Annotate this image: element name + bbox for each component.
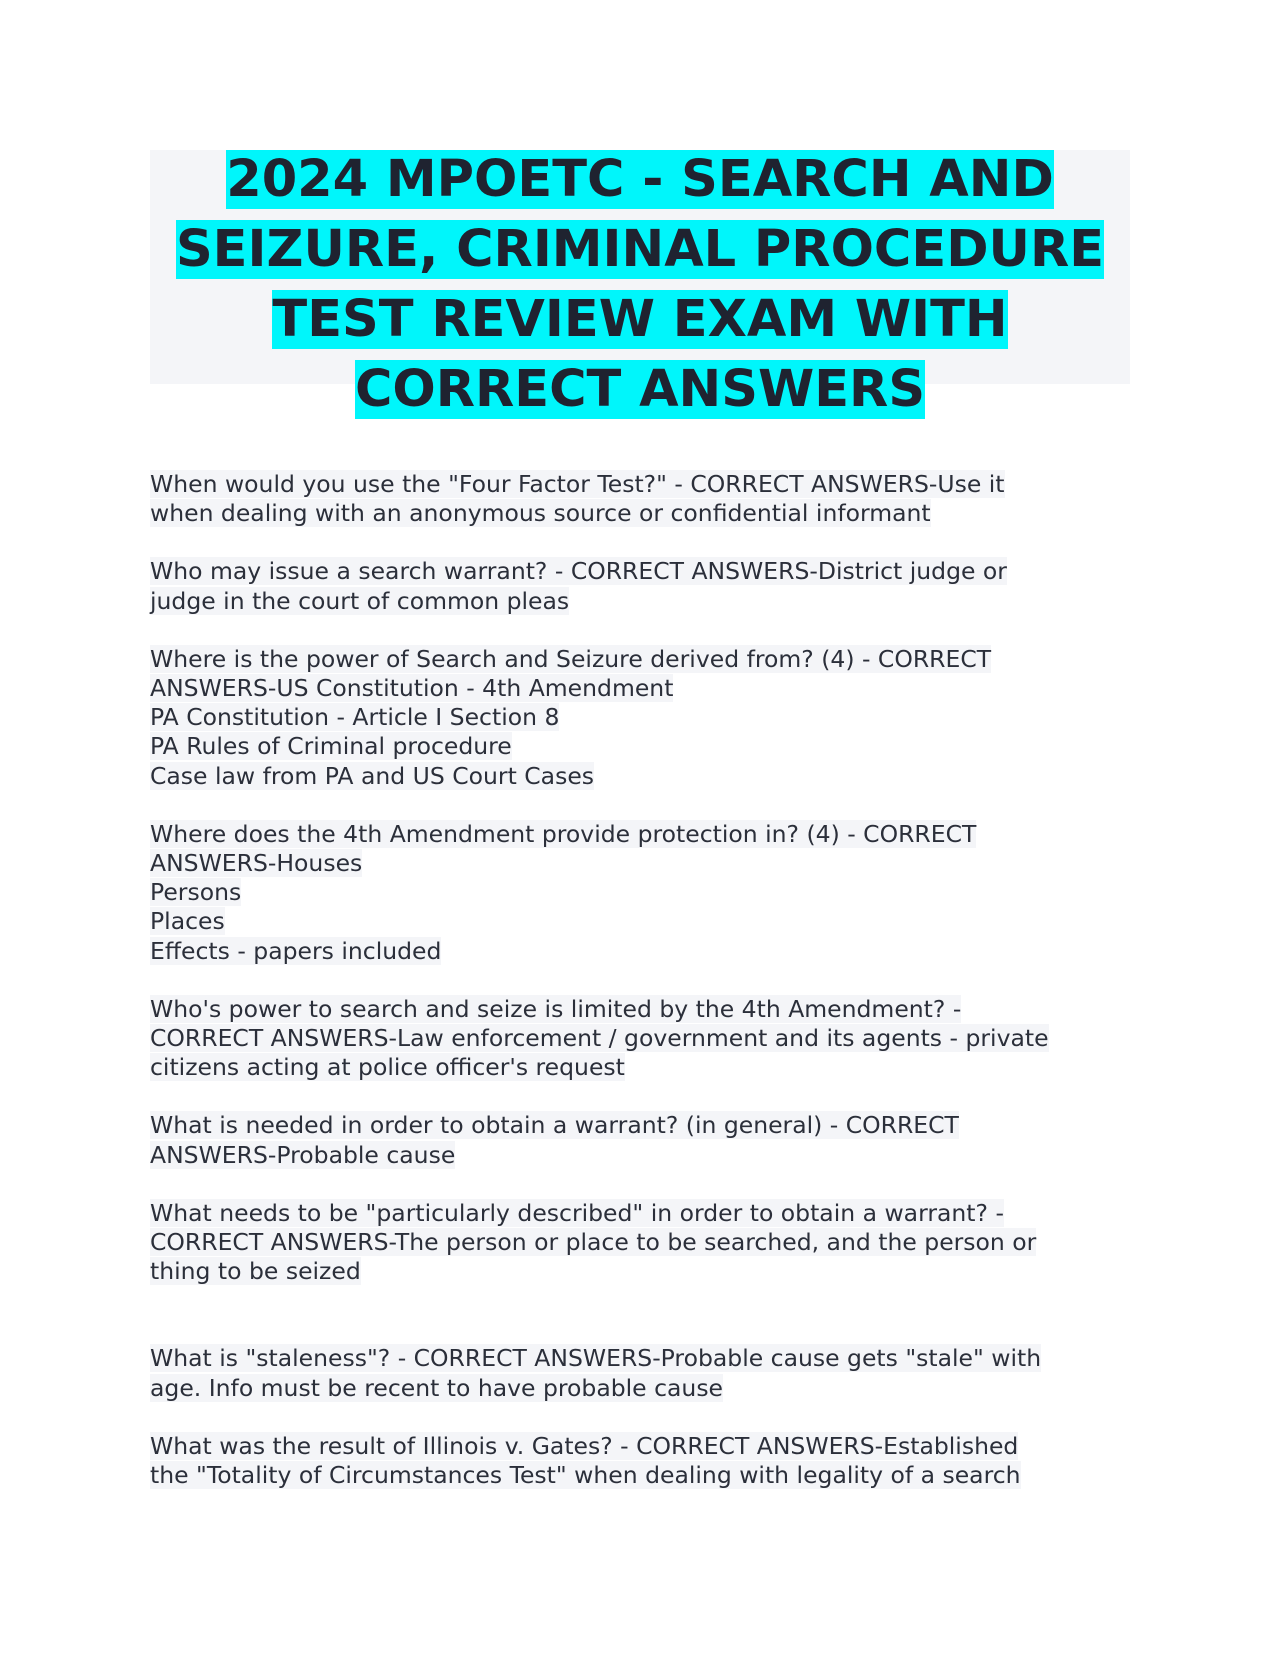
- qa-text-line: What needs to be "particularly described" in order to obtain a warrant? -: [150, 1198, 1004, 1227]
- qa-text-line: Who may issue a search warrant? - CORRECT ANSWERS-District judge or: [150, 557, 1007, 586]
- page-title: [160, 150, 1120, 430]
- qa-item-limited-power: [150, 995, 1130, 1083]
- qa-text-line: When would you use the "Four Factor Test?" - CORRECT ANSWERS-Use it: [150, 470, 1005, 498]
- title-line: TEST REVIEW EXAM WITH: [272, 290, 1008, 349]
- qa-item-power-source: [150, 645, 1130, 791]
- qa-text-line: Places: [150, 907, 225, 936]
- qa-text-line: the "Totality of Circumstances Test" when dealing with legality of a search: [150, 1461, 1021, 1490]
- qa-item-staleness: [150, 1344, 1130, 1402]
- qa-text-line: CORRECT ANSWERS-The person or place to be searched, and the person or: [150, 1228, 1037, 1257]
- qa-text-line: judge in the court of common pleas: [150, 586, 570, 615]
- title-block: [150, 150, 1130, 419]
- qa-list: [150, 470, 1130, 1490]
- qa-text-line: What is needed in order to obtain a warrant? (in general) - CORRECT: [150, 1111, 959, 1140]
- qa-item-warrant-need: [150, 1111, 1130, 1169]
- title-line: 2024 MPOETC - SEARCH AND: [226, 150, 1054, 209]
- qa-text-line: PA Constitution - Article I Section 8: [150, 703, 560, 732]
- qa-text-line: Where is the power of Search and Seizure derived from? (4) - CORRECT: [150, 644, 992, 673]
- qa-text-line: PA Rules of Criminal procedure: [150, 732, 512, 761]
- qa-text-line: What is "staleness"? - CORRECT ANSWERS-Probable cause gets "stale" with: [150, 1344, 1042, 1373]
- qa-text-line: What was the result of Illinois v. Gates? - CORRECT ANSWERS-Established: [150, 1431, 1019, 1460]
- qa-text-line: citizens acting at police officer's request: [150, 1053, 625, 1082]
- qa-text-line: Case law from PA and US Court Cases: [150, 761, 595, 790]
- qa-text-line: CORRECT ANSWERS-Law enforcement / government and its agents - private: [150, 1024, 1049, 1053]
- qa-item-particularly-described: [150, 1199, 1130, 1287]
- title-line: SEIZURE, CRIMINAL PROCEDURE: [175, 220, 1105, 279]
- qa-text-line: age. Info must be recent to have probable cause: [150, 1373, 724, 1402]
- qa-text-line: Who's power to search and seize is limited by the 4th Amendment? -: [150, 994, 962, 1023]
- qa-text-line: ANSWERS-US Constitution - 4th Amendment: [150, 674, 674, 703]
- qa-text-line: ANSWERS-Probable cause: [150, 1140, 456, 1169]
- qa-text-line: when dealing with an anonymous source or confidential informant: [150, 499, 931, 528]
- qa-text-line: thing to be seized: [150, 1257, 361, 1286]
- qa-item-search-warrant-issuer: [150, 557, 1130, 615]
- qa-item-four-factor-test: [150, 470, 1130, 528]
- qa-item-illinois-v-gates: [150, 1432, 1130, 1490]
- qa-text-line: ANSWERS-Houses: [150, 849, 363, 878]
- title-line: CORRECT ANSWERS: [354, 360, 926, 419]
- qa-text-line: Persons: [150, 878, 242, 907]
- qa-text-line: Where does the 4th Amendment provide protection in? (4) - CORRECT: [150, 819, 977, 848]
- qa-item-fourth-amendment-protection: [150, 820, 1130, 966]
- qa-text-line: Effects - papers included: [150, 936, 442, 965]
